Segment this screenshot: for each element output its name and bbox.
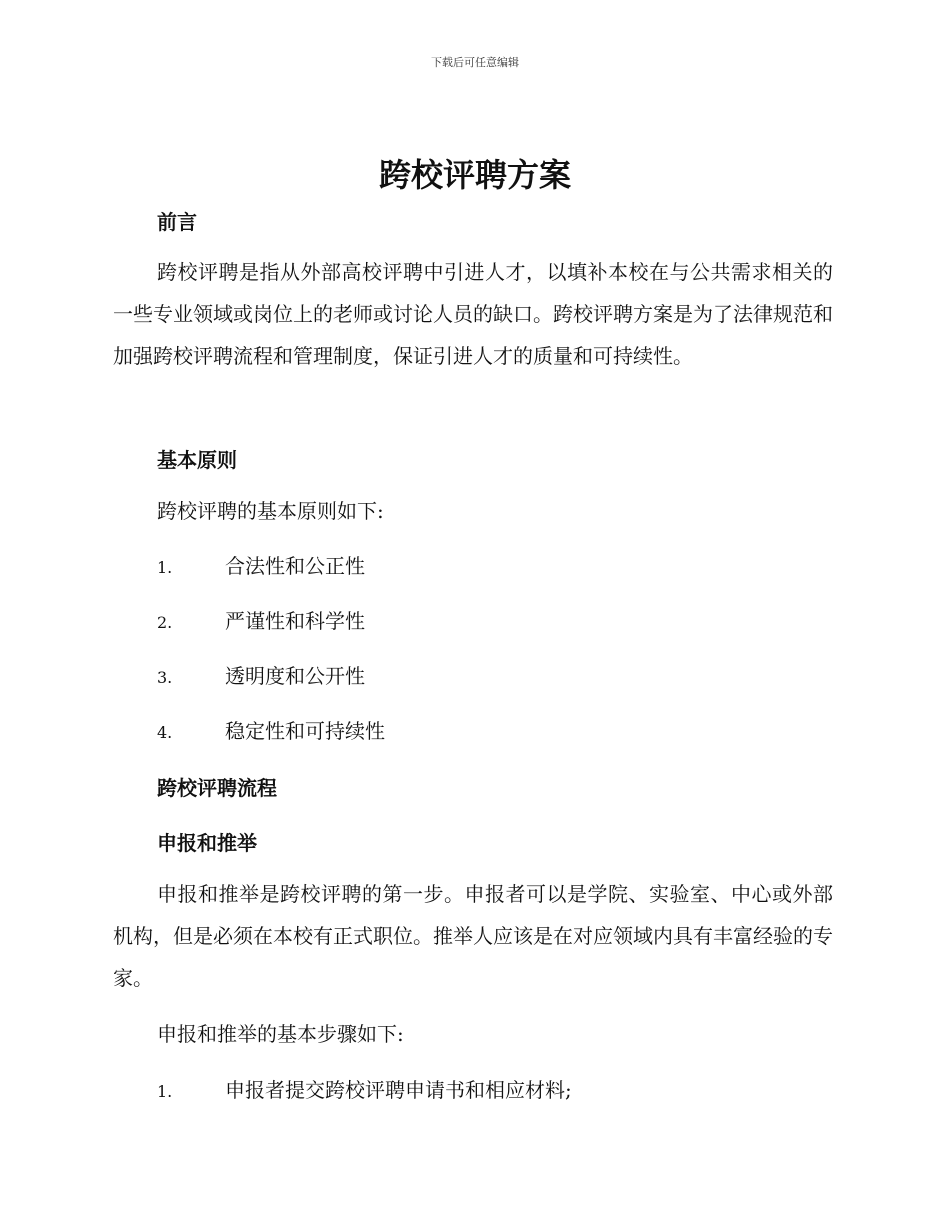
list-number: 3.	[157, 668, 173, 687]
list-number: 1.	[157, 558, 173, 577]
preface-paragraph: 跨校评聘是指从外部高校评聘中引进人才，以填补本校在与公共需求相关的一些专业领域或岗位上的老师或讨论人员的缺口。跨校评聘方案是为了法律规范和加强跨校评聘流程和管理制度，保证引进人才的质量和可持续性。	[113, 260, 833, 368]
list-number: 2.	[157, 613, 173, 632]
list-text: 透明度和公开性	[225, 664, 365, 688]
header-note: 下载后可任意编辑	[431, 56, 519, 69]
list-number: 4.	[157, 723, 173, 742]
subsection-heading-application: 申报和推举	[157, 831, 257, 855]
principles-intro: 跨校评聘的基本原则如下:	[157, 499, 384, 523]
list-text: 严谨性和科学性	[225, 609, 365, 633]
document-title: 跨校评聘方案	[378, 156, 571, 194]
section-heading-principles: 基本原则	[157, 448, 237, 472]
list-number: 1.	[157, 1082, 173, 1101]
section-heading-preface: 前言	[157, 210, 197, 234]
application-paragraph: 申报和推举是跨校评聘的第一步。申报者可以是学院、实验室、中心或外部机构，但是必须在本校有正式职位。推举人应该是在对应领域内具有丰富经验的专家。	[113, 882, 833, 990]
application-steps-intro: 申报和推举的基本步骤如下:	[157, 1022, 404, 1046]
section-heading-process: 跨校评聘流程	[157, 776, 277, 800]
list-text: 申报者提交跨校评聘申请书和相应材料;	[225, 1078, 572, 1102]
list-text: 稳定性和可持续性	[225, 719, 385, 743]
list-text: 合法性和公正性	[225, 554, 365, 578]
